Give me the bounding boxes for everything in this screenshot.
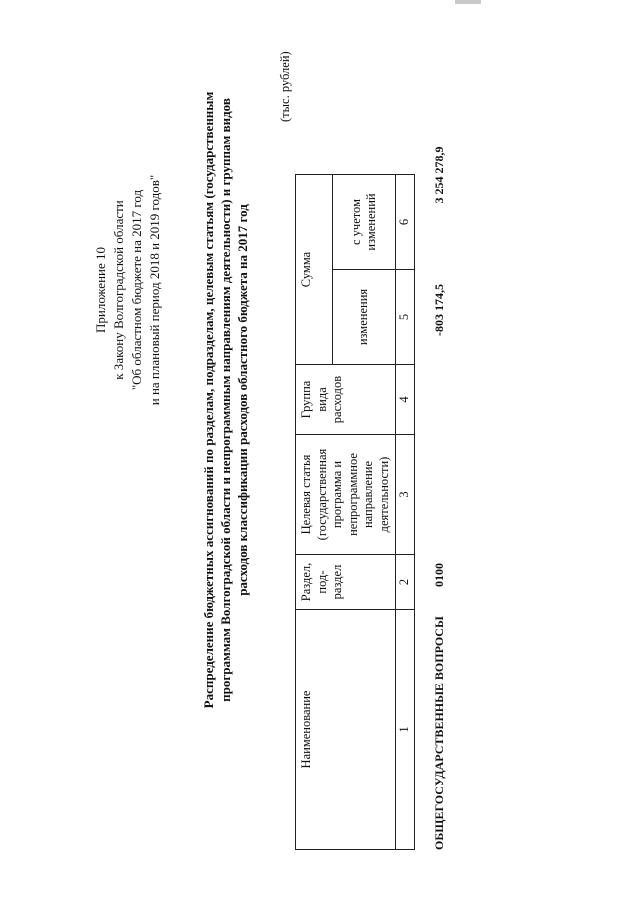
document-heading — [200, 0, 251, 880]
header-changes: изменения — [333, 270, 396, 365]
column-number: 6 — [396, 175, 415, 270]
rotated-page — [10, 0, 640, 880]
column-number: 1 — [396, 610, 415, 850]
column-number: 2 — [396, 555, 415, 610]
heading-line-2: программам Волгоградской области и непрограммным направлениям деятельности) и группам видов — [218, 98, 233, 702]
appendix-block — [92, 0, 164, 880]
column-number: 4 — [396, 365, 415, 435]
appendix-line-1: Приложение 10 — [93, 246, 108, 334]
header-name: Наименование — [296, 610, 396, 850]
header-target: Целевая статья (государственная программа и непрограммное направление деятельности) — [296, 435, 396, 555]
units-label: (тыс. рублей) — [278, 51, 292, 122]
heading-line-3: расходов классификации расходов областного бюджета на 2017 год — [235, 204, 250, 596]
row-name: ОБЩЕГОСУДАРСТВЕННЫЕ ВОПРОСЫ — [432, 616, 446, 850]
column-number-row — [396, 175, 415, 850]
column-number: 5 — [396, 270, 415, 365]
header-section: Раздел, под-раздел — [296, 555, 396, 610]
column-number: 3 — [396, 435, 415, 555]
appendix-line-3: "Об областном бюджете на 2017 год — [129, 189, 144, 391]
row-section-code: 0100 — [432, 563, 446, 587]
appendix-line-2: к Закону Волгоградской области — [111, 200, 126, 380]
heading-line-1: Распределение бюджетных ассигнований по разделам, подразделам, целевым статьям (государственным — [201, 91, 216, 709]
header-with-changes: с учетом изменений — [333, 175, 396, 270]
header-sum: Сумма — [296, 175, 333, 365]
appendix-line-4: и на плановый период 2018 и 2019 годов" — [147, 174, 162, 406]
row-change-value: -803 174,5 — [432, 284, 446, 336]
budget-table — [295, 174, 415, 850]
header-group: Группа вида расходов — [296, 365, 396, 435]
row-total-value: 3 254 278,9 — [432, 146, 446, 204]
